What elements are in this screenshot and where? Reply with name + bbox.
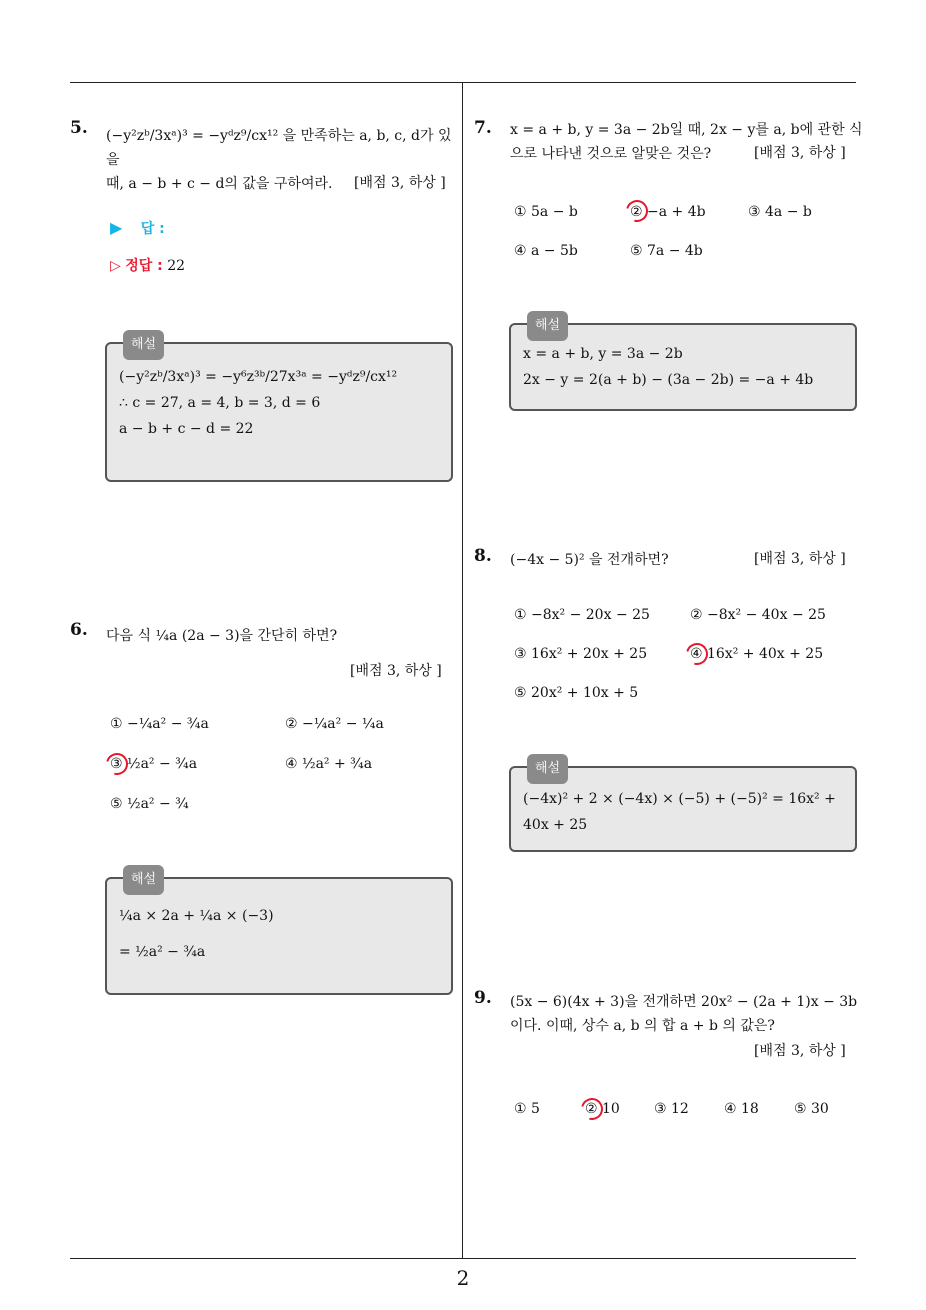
question-9-option-3[interactable]: ③ 12 [654, 1101, 689, 1117]
question-9-option-5[interactable]: ⑤ 30 [794, 1101, 829, 1117]
question-9-line2: 이다. 이때, 상수 a, b 의 합 a + b 의 값은? [510, 1018, 775, 1034]
correct-arrow-icon: ▷ [110, 258, 121, 274]
question-9-number: 9. [474, 988, 492, 1008]
question-7-number: 7. [474, 118, 492, 138]
top-rule [70, 82, 856, 83]
answer-label: 답 : [140, 221, 165, 237]
explanation-line: a − b + c − d = 22 [119, 421, 254, 437]
explanation-tag: 해설 [527, 754, 568, 784]
question-8-option-4[interactable]: ④ 16x² + 40x + 25 [690, 646, 824, 662]
question-5-meta: [배점 3, 하상 ] [354, 175, 446, 191]
question-8-option-1[interactable]: ① −8x² − 20x − 25 [514, 607, 650, 623]
question-8-number: 8. [474, 546, 492, 566]
question-6-option-5[interactable]: ⑤ ½a² − ¾ [110, 796, 189, 812]
explanation-line: ¼a × 2a + ¼a × (−3) [119, 908, 274, 924]
selected-answer-mark [577, 1094, 607, 1124]
question-6-meta: [배점 3, 하상 ] [350, 663, 442, 679]
question-7-explanation [509, 318, 857, 411]
explanation-tag: 해설 [123, 330, 164, 360]
question-8-meta: [배점 3, 하상 ] [754, 551, 846, 567]
explanation-tag: 해설 [527, 311, 568, 341]
answer-arrow-icon: ▶ [110, 218, 123, 237]
question-9-option-1[interactable]: ① 5 [514, 1101, 540, 1117]
selected-answer-mark [622, 196, 652, 226]
question-8-stem: (−4x − 5)² 을 전개하면? [510, 552, 669, 568]
explanation-line: = ½a² − ¾a [119, 944, 206, 960]
question-5-expression: (−y²zᵇ/3xᵃ)³ = −yᵈz⁹/cx¹² [106, 128, 279, 144]
explanation-line: ∴ c = 27, a = 4, b = 3, d = 6 [119, 395, 321, 411]
question-8-option-3[interactable]: ③ 16x² + 20x + 25 [514, 646, 648, 662]
question-5-line2: 때, a − b + c − d의 값을 구하여라. [106, 176, 333, 192]
question-6-option-4[interactable]: ④ ½a² + ¾a [285, 756, 373, 772]
question-9-option-2[interactable]: ② 10 [585, 1101, 620, 1117]
question-7-option-3[interactable]: ③ 4a − b [748, 204, 812, 220]
explanation-line: 40x + 25 [523, 817, 588, 833]
question-8-option-5[interactable]: ⑤ 20x² + 10x + 5 [514, 685, 639, 701]
question-5-number: 5. [70, 118, 88, 138]
question-5-explanation [105, 337, 453, 482]
question-6-explanation [105, 872, 453, 995]
selected-answer-mark [102, 749, 132, 779]
question-8-option-2[interactable]: ② −8x² − 40x − 25 [690, 607, 826, 623]
explanation-line: (−y²zᵇ/3xᵃ)³ = −y⁶z³ᵇ/27x³ᵃ = −yᵈz⁹/cx¹² [119, 369, 398, 385]
question-5-answer-row [110, 218, 165, 238]
question-6-stem: 다음 식 ¼a (2a − 3)을 간단히 하면? [106, 628, 338, 644]
bottom-rule [70, 1258, 856, 1259]
question-7-meta: [배점 3, 하상 ] [754, 145, 846, 161]
question-6-option-3[interactable]: ③ ½a² − ¾a [110, 756, 198, 772]
question-7-option-4[interactable]: ④ a − 5b [514, 243, 578, 259]
question-7-line1: x = a + b, y = 3a − 2b일 때, 2x − y를 a, b에 관한 식 [510, 122, 863, 138]
question-8-explanation [509, 761, 857, 852]
explanation-line: (−4x)² + 2 × (−4x) × (−5) + (−5)² = 16x² + [523, 791, 836, 807]
explanation-line: 2x − y = 2(a + b) − (3a − 2b) = −a + 4b [523, 372, 814, 388]
question-9-meta: [배점 3, 하상 ] [754, 1043, 846, 1059]
correct-label: 정답 : [125, 258, 163, 274]
question-7-line2: 으로 나타낸 것으로 알맞은 것은? [510, 146, 712, 162]
explanation-tag: 해설 [123, 865, 164, 895]
question-9-option-4[interactable]: ④ 18 [724, 1101, 759, 1117]
question-7-option-2[interactable]: ② −a + 4b [630, 204, 706, 220]
page-number: 2 [456, 1266, 470, 1290]
question-5-stem [106, 124, 456, 172]
column-divider [462, 82, 463, 1258]
correct-value: 22 [167, 258, 186, 274]
selected-answer-mark [682, 639, 712, 669]
question-5-correct-row [110, 255, 185, 275]
question-5-line1: 을 만족하는 a, b, c, d가 있을 [106, 128, 452, 168]
question-7-option-1[interactable]: ① 5a − b [514, 204, 578, 220]
question-6-number: 6. [70, 620, 88, 640]
question-9-line1: (5x − 6)(4x + 3)을 전개하면 20x² − (2a + 1)x − 3b [510, 994, 858, 1010]
question-6-option-1[interactable]: ① −¼a² − ¾a [110, 716, 209, 732]
explanation-line: x = a + b, y = 3a − 2b [523, 346, 683, 362]
question-7-option-5[interactable]: ⑤ 7a − 4b [630, 243, 703, 259]
question-6-option-2[interactable]: ② −¼a² − ¼a [285, 716, 384, 732]
